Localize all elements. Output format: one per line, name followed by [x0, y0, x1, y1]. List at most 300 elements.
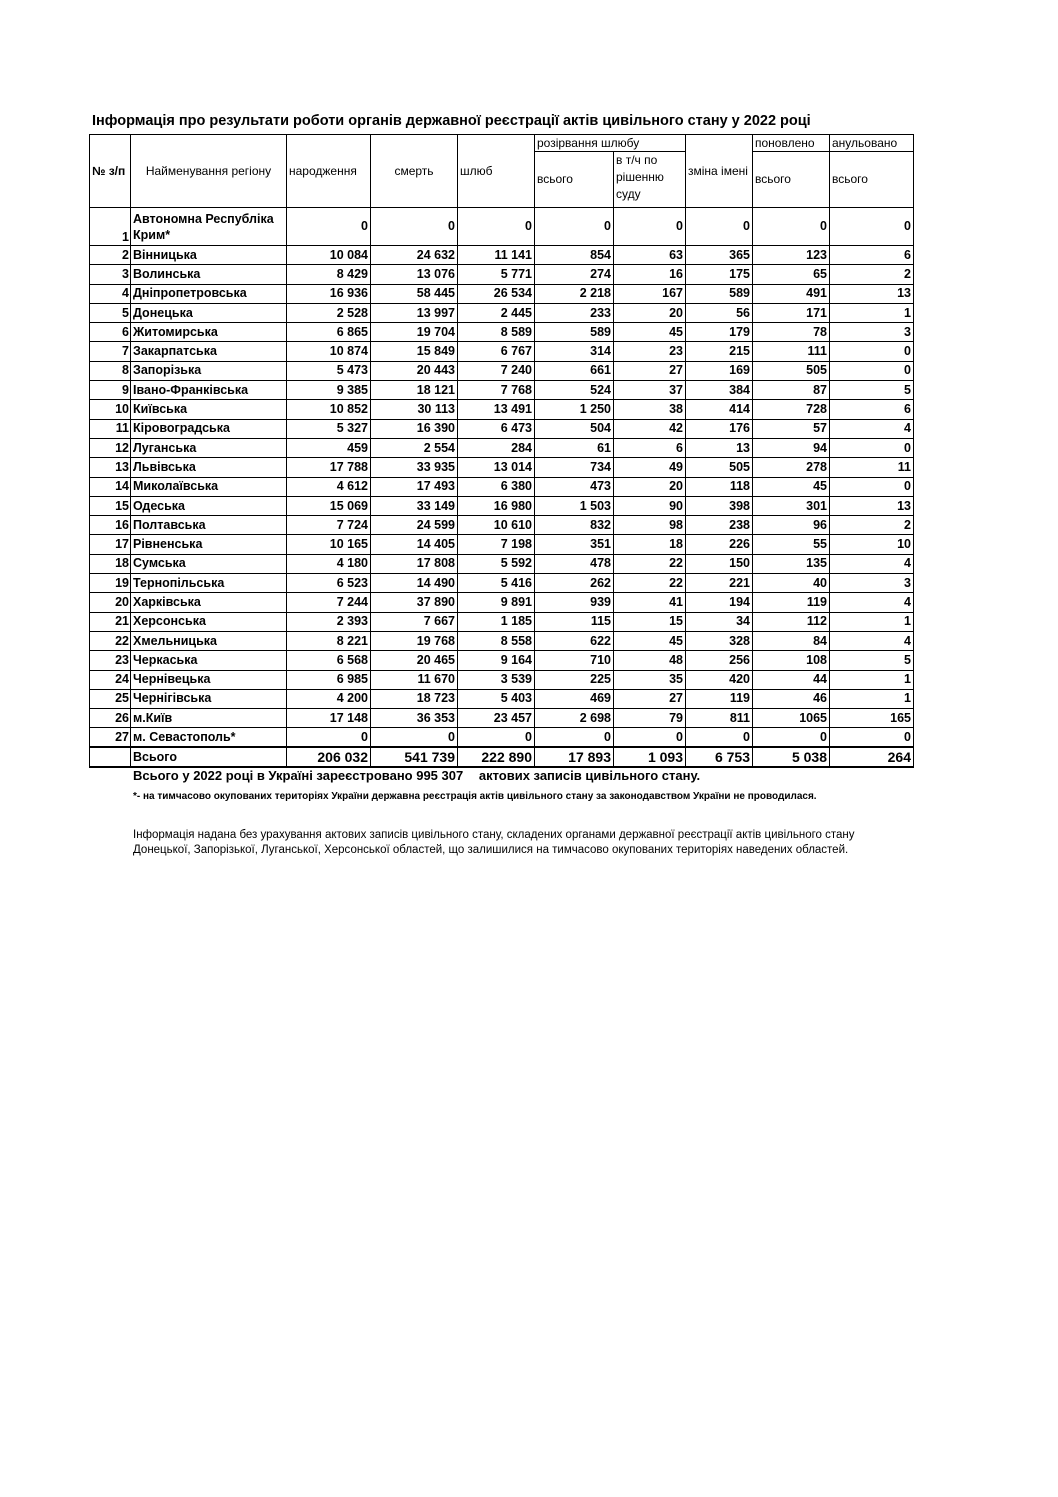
cell-birth: 8 221 — [287, 631, 371, 650]
header-name-change: зміна імені — [686, 135, 753, 208]
cell-birth: 15 069 — [287, 496, 371, 515]
region-name: Івано-Франківська — [131, 381, 287, 400]
cell-divorce: 115 — [535, 612, 614, 631]
header-marriage: шлюб — [458, 135, 535, 208]
cell-renewed: 44 — [753, 670, 830, 689]
cell-divorce: 854 — [535, 246, 614, 265]
cell-divorce: 1 503 — [535, 496, 614, 515]
cell-court: 27 — [614, 361, 686, 380]
cell-divorce: 314 — [535, 342, 614, 361]
cell-marriage: 0 — [458, 728, 535, 747]
cell-birth: 2 528 — [287, 303, 371, 322]
cell-renewed: 1065 — [753, 709, 830, 728]
cell-death: 18 121 — [371, 381, 458, 400]
cell-name-change: 238 — [686, 516, 753, 535]
cell-marriage: 5 403 — [458, 689, 535, 708]
cell-annulled: 10 — [830, 535, 914, 554]
row-number: 5 — [90, 303, 131, 322]
row-number: 17 — [90, 535, 131, 554]
table-row — [90, 535, 914, 554]
cell-birth: 0 — [287, 728, 371, 747]
cell-annulled: 11 — [830, 458, 914, 477]
total-label: Всього — [131, 747, 287, 767]
table-row — [90, 438, 914, 457]
table-row — [90, 477, 914, 496]
cell-marriage: 26 534 — [458, 284, 535, 303]
table-row — [90, 728, 914, 747]
cell-marriage: 13 491 — [458, 400, 535, 419]
cell-death: 7 667 — [371, 612, 458, 631]
cell-marriage: 5 416 — [458, 574, 535, 593]
cell-renewed: 40 — [753, 574, 830, 593]
table-row — [90, 458, 914, 477]
cell-divorce: 2 218 — [535, 284, 614, 303]
row-number: 18 — [90, 554, 131, 573]
cell-name-change: 398 — [686, 496, 753, 515]
cell-name-change: 384 — [686, 381, 753, 400]
cell-death: 0 — [371, 208, 458, 246]
cell-renewed: 57 — [753, 419, 830, 438]
cell-court: 38 — [614, 400, 686, 419]
cell-annulled: 4 — [830, 631, 914, 650]
document-title: Інформація про результати роботи органів державної реєстрації актів цивільного стану у 2022 році — [92, 113, 811, 129]
cell-marriage: 8 558 — [458, 631, 535, 650]
header-renewed-total: всього — [753, 152, 830, 208]
cell-renewed: 171 — [753, 303, 830, 322]
summary-part1: Всього у 2022 році в Україні зареєстровано 995 307 — [133, 768, 464, 783]
cell-birth: 8 429 — [287, 265, 371, 284]
cell-name-change: 0 — [686, 728, 753, 747]
cell-death: 18 723 — [371, 689, 458, 708]
cell-death: 11 670 — [371, 670, 458, 689]
table-row — [90, 381, 914, 400]
cell-name-change: 505 — [686, 458, 753, 477]
cell-renewed: 112 — [753, 612, 830, 631]
cell-name-change: 420 — [686, 670, 753, 689]
table-row — [90, 574, 914, 593]
cell-renewed: 505 — [753, 361, 830, 380]
cell-renewed: 123 — [753, 246, 830, 265]
total-marriage: 222 890 — [458, 747, 535, 767]
cell-annulled: 0 — [830, 438, 914, 457]
cell-birth: 6 865 — [287, 323, 371, 342]
row-number: 22 — [90, 631, 131, 650]
registration-table — [89, 134, 914, 768]
cell-death: 33 149 — [371, 496, 458, 515]
cell-court: 16 — [614, 265, 686, 284]
cell-birth: 6 523 — [287, 574, 371, 593]
cell-marriage: 6 473 — [458, 419, 535, 438]
cell-annulled: 2 — [830, 265, 914, 284]
row-number: 2 — [90, 246, 131, 265]
cell-renewed: 135 — [753, 554, 830, 573]
cell-court: 15 — [614, 612, 686, 631]
total-num — [90, 747, 131, 767]
cell-marriage: 2 445 — [458, 303, 535, 322]
cell-court: 90 — [614, 496, 686, 515]
cell-birth: 459 — [287, 438, 371, 457]
cell-marriage: 6 380 — [458, 477, 535, 496]
cell-death: 58 445 — [371, 284, 458, 303]
cell-death: 14 490 — [371, 574, 458, 593]
cell-name-change: 811 — [686, 709, 753, 728]
region-name: Волинська — [131, 265, 287, 284]
cell-marriage: 9 164 — [458, 651, 535, 670]
cell-death: 13 997 — [371, 303, 458, 322]
row-number: 3 — [90, 265, 131, 284]
row-number: 9 — [90, 381, 131, 400]
cell-birth: 10 084 — [287, 246, 371, 265]
cell-renewed: 0 — [753, 208, 830, 246]
region-name: Дніпропетровська — [131, 284, 287, 303]
row-number: 14 — [90, 477, 131, 496]
row-number: 7 — [90, 342, 131, 361]
cell-marriage: 7 198 — [458, 535, 535, 554]
cell-divorce: 0 — [535, 728, 614, 747]
table-row — [90, 361, 914, 380]
table-header — [90, 135, 914, 208]
cell-name-change: 56 — [686, 303, 753, 322]
row-number: 10 — [90, 400, 131, 419]
table-row — [90, 303, 914, 322]
total-renewed: 5 038 — [753, 747, 830, 767]
cell-annulled: 1 — [830, 689, 914, 708]
row-number: 15 — [90, 496, 131, 515]
region-name: Одеська — [131, 496, 287, 515]
total-court: 1 093 — [614, 747, 686, 767]
cell-death: 0 — [371, 728, 458, 747]
cell-name-change: 328 — [686, 631, 753, 650]
row-number: 6 — [90, 323, 131, 342]
header-death: смерть — [371, 135, 458, 208]
cell-court: 45 — [614, 631, 686, 650]
cell-court: 79 — [614, 709, 686, 728]
region-name: м.Київ — [131, 709, 287, 728]
cell-death: 20 465 — [371, 651, 458, 670]
cell-birth: 17 788 — [287, 458, 371, 477]
cell-marriage: 10 610 — [458, 516, 535, 535]
row-number: 11 — [90, 419, 131, 438]
table-row — [90, 496, 914, 515]
total-birth: 206 032 — [287, 747, 371, 767]
cell-court: 37 — [614, 381, 686, 400]
cell-renewed: 119 — [753, 593, 830, 612]
cell-name-change: 176 — [686, 419, 753, 438]
cell-marriage: 0 — [458, 208, 535, 246]
cell-renewed: 96 — [753, 516, 830, 535]
cell-birth: 9 385 — [287, 381, 371, 400]
cell-name-change: 365 — [686, 246, 753, 265]
row-number: 21 — [90, 612, 131, 631]
cell-birth: 0 — [287, 208, 371, 246]
cell-renewed: 491 — [753, 284, 830, 303]
cell-annulled: 3 — [830, 574, 914, 593]
cell-birth: 4 200 — [287, 689, 371, 708]
cell-court: 49 — [614, 458, 686, 477]
cell-birth: 7 724 — [287, 516, 371, 535]
cell-court: 23 — [614, 342, 686, 361]
cell-name-change: 13 — [686, 438, 753, 457]
cell-annulled: 5 — [830, 651, 914, 670]
table-row — [90, 342, 914, 361]
cell-marriage: 13 014 — [458, 458, 535, 477]
cell-birth: 6 985 — [287, 670, 371, 689]
row-number: 25 — [90, 689, 131, 708]
cell-death: 2 554 — [371, 438, 458, 457]
row-number: 16 — [90, 516, 131, 535]
table-row — [90, 400, 914, 419]
cell-marriage: 7 768 — [458, 381, 535, 400]
cell-annulled: 0 — [830, 728, 914, 747]
cell-death: 24 599 — [371, 516, 458, 535]
total-name-change: 6 753 — [686, 747, 753, 767]
cell-renewed: 0 — [753, 728, 830, 747]
header-divorce-total: всього — [535, 152, 614, 208]
header-annulled-total: всього — [830, 152, 914, 208]
cell-annulled: 0 — [830, 361, 914, 380]
region-name: Черкаська — [131, 651, 287, 670]
cell-annulled: 4 — [830, 419, 914, 438]
cell-marriage: 11 141 — [458, 246, 535, 265]
cell-court: 167 — [614, 284, 686, 303]
cell-death: 19 768 — [371, 631, 458, 650]
table-row — [90, 516, 914, 535]
footnote: *- на тимчасово окупованих територіях України державна реєстрація актів цивільного стану за законодавством України не проводилася. — [133, 791, 817, 802]
table-row — [90, 246, 914, 265]
cell-court: 45 — [614, 323, 686, 342]
row-number: 1 — [90, 208, 131, 246]
cell-marriage: 5 592 — [458, 554, 535, 573]
cell-annulled: 5 — [830, 381, 914, 400]
cell-death: 30 113 — [371, 400, 458, 419]
cell-death: 24 632 — [371, 246, 458, 265]
cell-divorce: 61 — [535, 438, 614, 457]
cell-court: 98 — [614, 516, 686, 535]
header-num: № з/п — [90, 135, 131, 208]
cell-marriage: 6 767 — [458, 342, 535, 361]
region-name: Чернігівська — [131, 689, 287, 708]
cell-renewed: 87 — [753, 381, 830, 400]
cell-name-change: 226 — [686, 535, 753, 554]
summary-line — [133, 768, 700, 783]
cell-name-change: 150 — [686, 554, 753, 573]
cell-annulled: 13 — [830, 284, 914, 303]
cell-divorce: 710 — [535, 651, 614, 670]
cell-divorce: 233 — [535, 303, 614, 322]
cell-name-change: 34 — [686, 612, 753, 631]
table-row — [90, 670, 914, 689]
table-row — [90, 709, 914, 728]
cell-name-change: 215 — [686, 342, 753, 361]
header-birth: народження — [287, 135, 371, 208]
cell-name-change: 175 — [686, 265, 753, 284]
cell-birth: 17 148 — [287, 709, 371, 728]
cell-renewed: 94 — [753, 438, 830, 457]
region-name: Чернівецька — [131, 670, 287, 689]
region-name: Полтавська — [131, 516, 287, 535]
cell-name-change: 256 — [686, 651, 753, 670]
region-name: Кіровоградська — [131, 419, 287, 438]
region-name: Київська — [131, 400, 287, 419]
cell-divorce: 225 — [535, 670, 614, 689]
cell-court: 27 — [614, 689, 686, 708]
cell-marriage: 8 589 — [458, 323, 535, 342]
cell-death: 36 353 — [371, 709, 458, 728]
header-region: Найменування регіону — [131, 135, 287, 208]
cell-divorce: 262 — [535, 574, 614, 593]
table-row — [90, 323, 914, 342]
cell-divorce: 622 — [535, 631, 614, 650]
cell-court: 42 — [614, 419, 686, 438]
table-body — [90, 208, 914, 748]
header-renewed-group: поновлено — [753, 135, 830, 152]
summary-part2: актових записів цивільного стану. — [478, 768, 701, 783]
table-row — [90, 689, 914, 708]
cell-birth: 7 244 — [287, 593, 371, 612]
cell-annulled: 6 — [830, 246, 914, 265]
region-name: Рівненська — [131, 535, 287, 554]
region-name: Житомирська — [131, 323, 287, 342]
cell-marriage: 5 771 — [458, 265, 535, 284]
cell-divorce: 832 — [535, 516, 614, 535]
cell-birth: 16 936 — [287, 284, 371, 303]
row-number: 26 — [90, 709, 131, 728]
cell-divorce: 734 — [535, 458, 614, 477]
cell-divorce: 473 — [535, 477, 614, 496]
region-name: Запорізька — [131, 361, 287, 380]
table-row — [90, 631, 914, 650]
cell-name-change: 179 — [686, 323, 753, 342]
cell-renewed: 301 — [753, 496, 830, 515]
row-number: 13 — [90, 458, 131, 477]
cell-name-change: 589 — [686, 284, 753, 303]
cell-court: 22 — [614, 554, 686, 573]
cell-annulled: 13 — [830, 496, 914, 515]
region-name: Херсонська — [131, 612, 287, 631]
header-divorce-court: в т/ч по рішенню суду — [614, 152, 686, 208]
cell-death: 16 390 — [371, 419, 458, 438]
cell-court: 41 — [614, 593, 686, 612]
cell-marriage: 284 — [458, 438, 535, 457]
cell-name-change: 119 — [686, 689, 753, 708]
cell-renewed: 46 — [753, 689, 830, 708]
region-name: Сумська — [131, 554, 287, 573]
region-name: Миколаївська — [131, 477, 287, 496]
total-divorce: 17 893 — [535, 747, 614, 767]
cell-court: 20 — [614, 303, 686, 322]
cell-name-change: 0 — [686, 208, 753, 246]
cell-divorce: 2 698 — [535, 709, 614, 728]
cell-death: 15 849 — [371, 342, 458, 361]
cell-death: 13 076 — [371, 265, 458, 284]
cell-divorce: 589 — [535, 323, 614, 342]
cell-renewed: 111 — [753, 342, 830, 361]
cell-name-change: 194 — [686, 593, 753, 612]
table-row — [90, 208, 914, 246]
cell-court: 18 — [614, 535, 686, 554]
cell-court: 63 — [614, 246, 686, 265]
cell-annulled: 0 — [830, 477, 914, 496]
cell-annulled: 165 — [830, 709, 914, 728]
cell-divorce: 1 250 — [535, 400, 614, 419]
cell-divorce: 661 — [535, 361, 614, 380]
cell-court: 0 — [614, 728, 686, 747]
cell-birth: 2 393 — [287, 612, 371, 631]
cell-annulled: 0 — [830, 342, 914, 361]
row-number: 19 — [90, 574, 131, 593]
cell-court: 48 — [614, 651, 686, 670]
cell-marriage: 3 539 — [458, 670, 535, 689]
cell-marriage: 9 891 — [458, 593, 535, 612]
cell-renewed: 278 — [753, 458, 830, 477]
cell-court: 0 — [614, 208, 686, 246]
region-name: Харківська — [131, 593, 287, 612]
cell-annulled: 3 — [830, 323, 914, 342]
cell-annulled: 4 — [830, 554, 914, 573]
cell-court: 6 — [614, 438, 686, 457]
cell-annulled: 2 — [830, 516, 914, 535]
table-row — [90, 593, 914, 612]
region-name: м. Севастополь* — [131, 728, 287, 747]
cell-birth: 5 327 — [287, 419, 371, 438]
cell-birth: 4 612 — [287, 477, 371, 496]
cell-death: 37 890 — [371, 593, 458, 612]
cell-name-change: 169 — [686, 361, 753, 380]
cell-court: 20 — [614, 477, 686, 496]
total-row — [90, 747, 914, 767]
row-number: 8 — [90, 361, 131, 380]
row-number: 4 — [90, 284, 131, 303]
cell-annulled: 1 — [830, 612, 914, 631]
cell-divorce: 478 — [535, 554, 614, 573]
row-number: 12 — [90, 438, 131, 457]
table-row — [90, 284, 914, 303]
region-name: Хмельницька — [131, 631, 287, 650]
cell-divorce: 274 — [535, 265, 614, 284]
info-paragraph: Інформація надана без урахування актових записів цивільного стану, складених органами державної реєстрації актів цивільного стану Донецької, Запорізької, Луганської, Херсонської областей, що залишилися на тимчасово окупованих територіях наведених областей. — [133, 829, 855, 856]
table-row — [90, 651, 914, 670]
cell-death: 20 443 — [371, 361, 458, 380]
table-row — [90, 419, 914, 438]
cell-annulled: 1 — [830, 670, 914, 689]
cell-court: 22 — [614, 574, 686, 593]
cell-renewed: 728 — [753, 400, 830, 419]
cell-name-change: 414 — [686, 400, 753, 419]
cell-name-change: 118 — [686, 477, 753, 496]
cell-marriage: 16 980 — [458, 496, 535, 515]
header-annulled-group: анульовано — [830, 135, 914, 152]
table-row — [90, 612, 914, 631]
cell-death: 33 935 — [371, 458, 458, 477]
row-number: 27 — [90, 728, 131, 747]
cell-marriage: 1 185 — [458, 612, 535, 631]
cell-marriage: 23 457 — [458, 709, 535, 728]
region-name: Тернопільська — [131, 574, 287, 593]
cell-renewed: 84 — [753, 631, 830, 650]
cell-annulled: 1 — [830, 303, 914, 322]
cell-marriage: 7 240 — [458, 361, 535, 380]
cell-divorce: 469 — [535, 689, 614, 708]
cell-death: 17 493 — [371, 477, 458, 496]
region-name: Автономна Республіка Крим* — [131, 208, 287, 246]
row-number: 23 — [90, 651, 131, 670]
cell-birth: 4 180 — [287, 554, 371, 573]
cell-court: 35 — [614, 670, 686, 689]
row-number: 20 — [90, 593, 131, 612]
cell-birth: 5 473 — [287, 361, 371, 380]
cell-divorce: 351 — [535, 535, 614, 554]
cell-divorce: 524 — [535, 381, 614, 400]
